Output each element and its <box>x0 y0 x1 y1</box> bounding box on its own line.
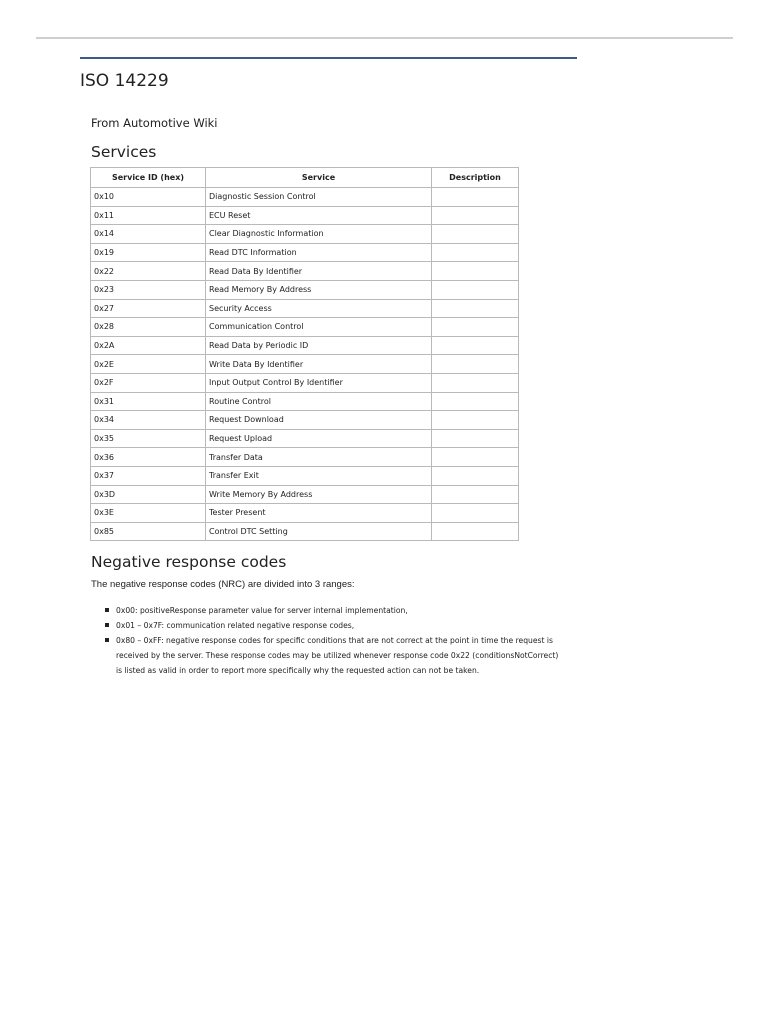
description-cell <box>432 373 519 392</box>
service-name-cell: Diagnostic Session Control <box>206 188 432 207</box>
service-id-cell: 0x34 <box>91 411 206 430</box>
table-row <box>91 355 519 374</box>
column-header-service-id: Service ID (hex) <box>91 168 206 188</box>
table-row <box>91 392 519 411</box>
service-name-cell: Read Data By Identifier <box>206 262 432 281</box>
bullet-square-icon <box>105 638 109 642</box>
service-id-cell: 0x14 <box>91 225 206 244</box>
nrc-range-text: 0x00: positiveResponse parameter value for server internal implementation, <box>116 606 408 615</box>
table-row <box>91 225 519 244</box>
service-name-cell: Transfer Data <box>206 448 432 467</box>
service-name-cell: Control DTC Setting <box>206 522 432 541</box>
table-row <box>91 448 519 467</box>
bullet-square-icon <box>105 608 109 612</box>
service-name-cell: Communication Control <box>206 318 432 337</box>
description-cell <box>432 262 519 281</box>
description-cell <box>432 448 519 467</box>
description-cell <box>432 429 519 448</box>
service-id-cell: 0x10 <box>91 188 206 207</box>
service-id-cell: 0x22 <box>91 262 206 281</box>
description-cell <box>432 225 519 244</box>
table-row <box>91 411 519 430</box>
description-cell <box>432 411 519 430</box>
description-cell <box>432 280 519 299</box>
table-row <box>91 504 519 523</box>
table-row <box>91 262 519 281</box>
service-id-cell: 0x3E <box>91 504 206 523</box>
table-row <box>91 188 519 207</box>
table-row <box>91 206 519 225</box>
service-id-cell: 0x85 <box>91 522 206 541</box>
service-name-cell: Read Data by Periodic ID <box>206 336 432 355</box>
table-row <box>91 336 519 355</box>
service-id-cell: 0x37 <box>91 466 206 485</box>
service-name-cell: ECU Reset <box>206 206 432 225</box>
title-underline <box>80 57 577 59</box>
service-id-cell: 0x36 <box>91 448 206 467</box>
description-cell <box>432 466 519 485</box>
service-id-cell: 0x31 <box>91 392 206 411</box>
page-title: ISO 14229 <box>80 71 169 91</box>
table-row <box>91 429 519 448</box>
service-name-cell: Clear Diagnostic Information <box>206 225 432 244</box>
table-row <box>91 318 519 337</box>
nrc-intro-text: The negative response codes (NRC) are divided into 3 ranges: <box>91 579 355 590</box>
service-name-cell: Security Access <box>206 299 432 318</box>
service-id-cell: 0x28 <box>91 318 206 337</box>
description-cell <box>432 336 519 355</box>
service-id-cell: 0x2F <box>91 373 206 392</box>
list-item <box>104 603 564 618</box>
page-top-divider <box>36 37 733 39</box>
service-id-cell: 0x23 <box>91 280 206 299</box>
service-id-cell: 0x19 <box>91 243 206 262</box>
description-cell <box>432 318 519 337</box>
description-cell <box>432 522 519 541</box>
table-row <box>91 485 519 504</box>
service-name-cell: Request Download <box>206 411 432 430</box>
table-row <box>91 299 519 318</box>
nrc-range-text: 0x80 – 0xFF: negative response codes for specific conditions that are not correct at the point in time the request is received by the server. These response codes may be utilized whenever response code 0x22 (conditionsNotCorrect) is listed as valid in order to report more specifically why the requested action can not be taken. <box>116 636 559 675</box>
service-name-cell: Transfer Exit <box>206 466 432 485</box>
table-row <box>91 280 519 299</box>
service-name-cell: Write Data By Identifier <box>206 355 432 374</box>
service-name-cell: Routine Control <box>206 392 432 411</box>
nrc-range-text: 0x01 – 0x7F: communication related negative response codes, <box>116 621 355 630</box>
services-table-body <box>91 188 519 541</box>
description-cell <box>432 299 519 318</box>
table-row <box>91 243 519 262</box>
service-id-cell: 0x2A <box>91 336 206 355</box>
service-name-cell: Read Memory By Address <box>206 280 432 299</box>
description-cell <box>432 355 519 374</box>
list-item <box>104 618 564 633</box>
service-id-cell: 0x11 <box>91 206 206 225</box>
services-heading: Services <box>91 143 157 161</box>
services-table <box>90 167 519 541</box>
bullet-square-icon <box>105 623 109 627</box>
service-name-cell: Write Memory By Address <box>206 485 432 504</box>
table-row <box>91 373 519 392</box>
list-item <box>104 633 564 678</box>
service-id-cell: 0x35 <box>91 429 206 448</box>
source-line: From Automotive Wiki <box>91 116 218 130</box>
column-header-service: Service <box>206 168 432 188</box>
service-name-cell: Read DTC Information <box>206 243 432 262</box>
negative-response-codes-heading: Negative response codes <box>91 553 287 571</box>
nrc-range-list <box>104 603 564 678</box>
description-cell <box>432 188 519 207</box>
service-id-cell: 0x27 <box>91 299 206 318</box>
table-header-row <box>91 168 519 188</box>
column-header-description: Description <box>432 168 519 188</box>
service-name-cell: Request Upload <box>206 429 432 448</box>
service-id-cell: 0x3D <box>91 485 206 504</box>
table-row <box>91 466 519 485</box>
service-id-cell: 0x2E <box>91 355 206 374</box>
description-cell <box>432 485 519 504</box>
service-name-cell: Input Output Control By Identifier <box>206 373 432 392</box>
description-cell <box>432 504 519 523</box>
table-row <box>91 522 519 541</box>
description-cell <box>432 392 519 411</box>
description-cell <box>432 206 519 225</box>
service-name-cell: Tester Present <box>206 504 432 523</box>
description-cell <box>432 243 519 262</box>
